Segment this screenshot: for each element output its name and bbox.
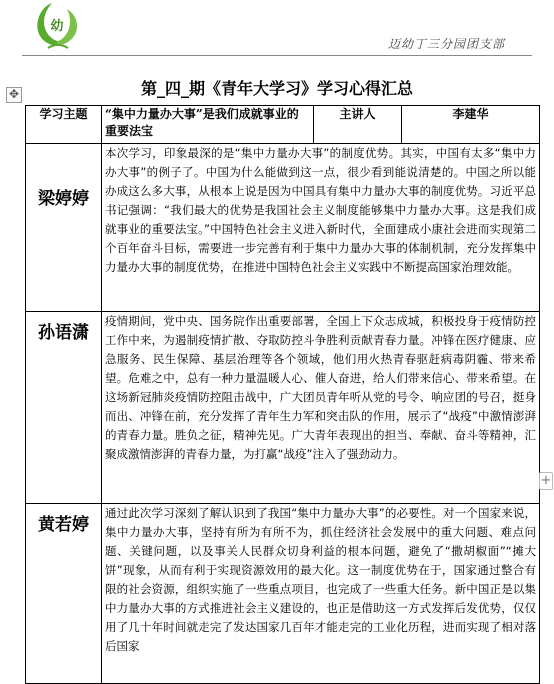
reflection-text: 疫情期间，党中央、国务院作出重要部署，全国上下众志成城，积极投身于疫情防控工作中来，为遏制疫情扩散、夺取防控斗争胜利贡献青春力量。冲锋在医疗健康、应急服务、民生保障、基层治理等各个领域，他们用火热青春驱赶病毒阴霾、带来希望。危难之中，总有一种力量温暖人心、催人奋进，给人们带来信心、带来希望。在这场新冠肺炎疫情防控阻击战中，广大团员青年听从党的号令、响应团的号召，挺身而出、冲锋在前，充分发挥了青年生力军和突击队的作用，展示了“战疫”中激情澎湃的青春力量。胜负之征，精神先见。广大青年表现出的担当、奉献、奋斗等精神，汇聚成激情澎湃的青春力量，为打赢“战疫”注入了强劲动力。 bbox=[102, 312, 540, 504]
table-move-handle-icon[interactable]: ✥ bbox=[6, 87, 22, 103]
participant-name: 黄若婷 bbox=[26, 504, 102, 684]
speaker-label: 主讲人 bbox=[314, 106, 402, 144]
organization-name: 迈幼丁三分园团支部 bbox=[388, 37, 506, 51]
header-rule bbox=[22, 55, 532, 56]
logo-glyph: 幼 bbox=[50, 19, 64, 34]
table-row bbox=[26, 144, 540, 312]
add-row-icon[interactable]: + bbox=[540, 473, 552, 488]
participant-name: 孙语潇 bbox=[26, 312, 102, 504]
participant-name: 梁婷婷 bbox=[26, 144, 102, 312]
topic-label: 学习主题 bbox=[26, 106, 102, 144]
table-header-row bbox=[26, 106, 540, 144]
reflection-text: 本次学习，印象最深的是“集中力量办大事”的制度优势。其实，中国有太多“集中力办大事”的例子了。中国为什么能做到这一点，很少看到能说清楚的。中国之所以能办成这么多大事，从根本上说是因为中国具有集中力量办大事的制度优势。习近平总书记强调：“我们最大的优势是我国社会主义制度能够集中力量办大事。这是我们成就事业的重要法宝。”中国特色社会主义进入新时代，全面建成小康社会进而实现第二个百年奋斗目标，需要进一步完善有利于集中力量办大事的体制机制，充分发挥集中力量办大事的制度优势，在推进中国特色社会主义实践中不断提高国家治理效能。 bbox=[102, 144, 540, 312]
study-summary-table bbox=[25, 105, 540, 684]
table-row bbox=[26, 312, 540, 504]
speaker-name: 李建华 bbox=[402, 106, 540, 144]
study-theme: “集中力量办大事”是我们成就事业的重要法宝 bbox=[102, 106, 314, 144]
reflection-text: 通过此次学习深刻了解认识到了我国“集中力量办大事”的必要性。对一个国家来说，集中力量办大事，坚持有所为有所不为，抓住经济社会发展中的重大问题、难点问题、关键问题，以及事关人民群众切身利益的根本问题，避免了“撒胡椒面”“摊大饼”现象，从而有利于实现资源效用的最大化。这一制度优势在于，国家通过整合有限的社会资源，组织实施了一些重点项目，也完成了一些重大任务。新中国正是以集中力量办大事的方式推进社会主义建设的，也正是借助这一方式发挥后发优势，仅仅用了几十年时间就走完了发达国家几百年才能走完的工业化历程，进而实现了相对落后国家 bbox=[102, 504, 540, 684]
page-title: 第_四_期《青年大学习》学习心得汇总 bbox=[140, 79, 413, 98]
organization-logo bbox=[30, 0, 84, 52]
table-row bbox=[26, 504, 540, 684]
